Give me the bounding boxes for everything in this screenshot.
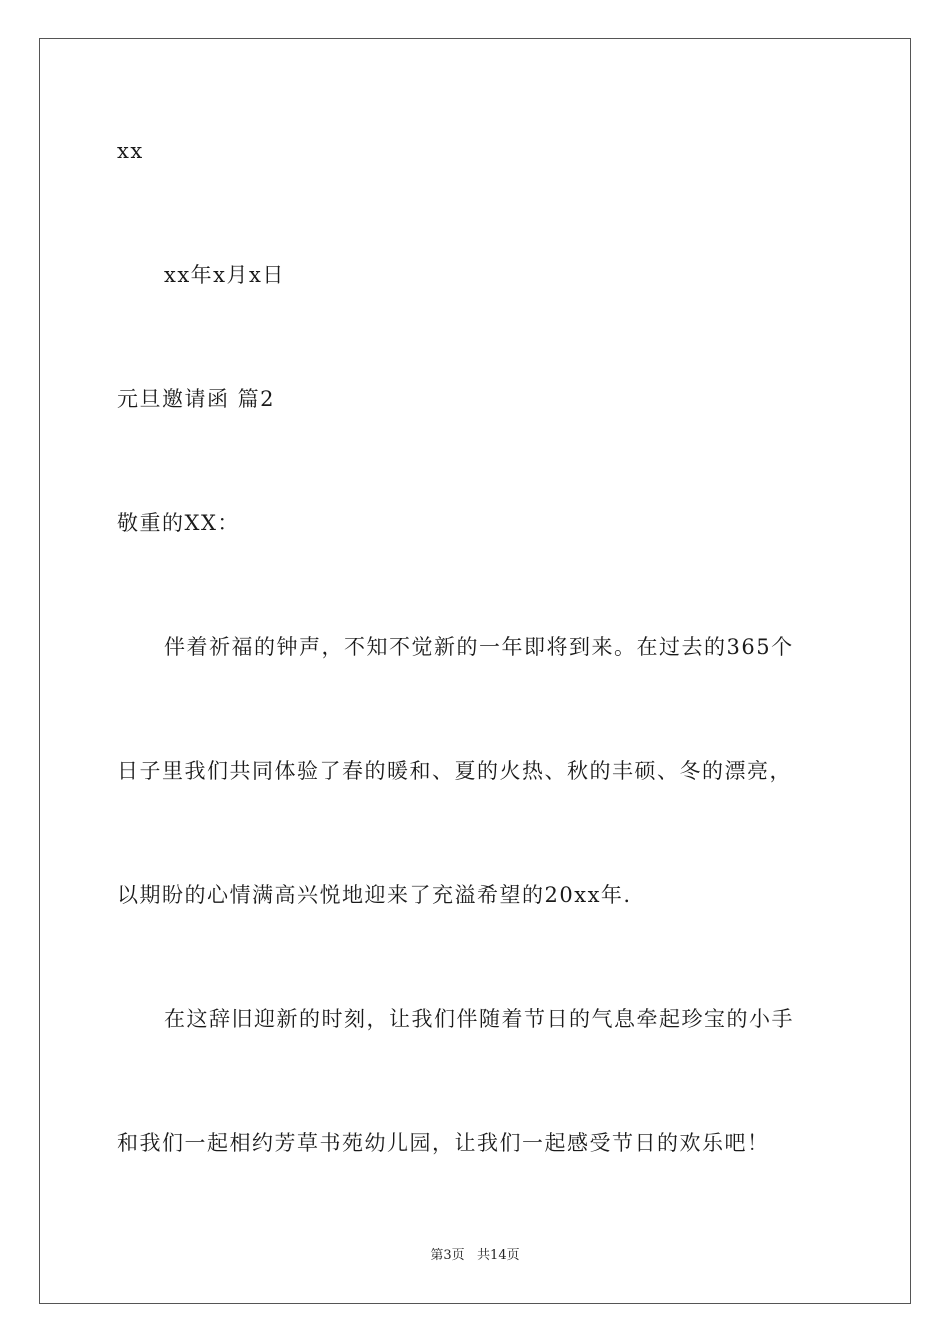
paragraph-2-line-2: 和我们一起相约芳草书苑幼儿园，让我们一起感受节日的欢乐吧！ xyxy=(117,1131,770,1155)
paragraph-1-line-1: 伴着祈福的钟声，不知不觉新的一年即将到来。在过去的365个 xyxy=(164,635,794,659)
sender-name: xx xyxy=(117,139,144,163)
paragraph-2-line-1: 在这辞旧迎新的时刻，让我们伴随着节日的气息牵起珍宝的小手 xyxy=(164,1007,794,1031)
salutation: 敬重的XX： xyxy=(117,511,240,535)
page-number-footer: 第3页 共14页 xyxy=(430,1248,520,1263)
paragraph-1-line-2: 日子里我们共同体验了春的暖和、夏的火热、秋的丰硕、冬的漂亮， xyxy=(117,759,792,783)
paragraph-1-line-3: 以期盼的心情满高兴悦地迎来了充溢希望的20xx年. xyxy=(117,883,632,907)
page-frame xyxy=(39,38,911,1304)
section-heading: 元旦邀请函 篇2 xyxy=(117,387,276,411)
date-line: xx年x月x日 xyxy=(164,263,285,287)
